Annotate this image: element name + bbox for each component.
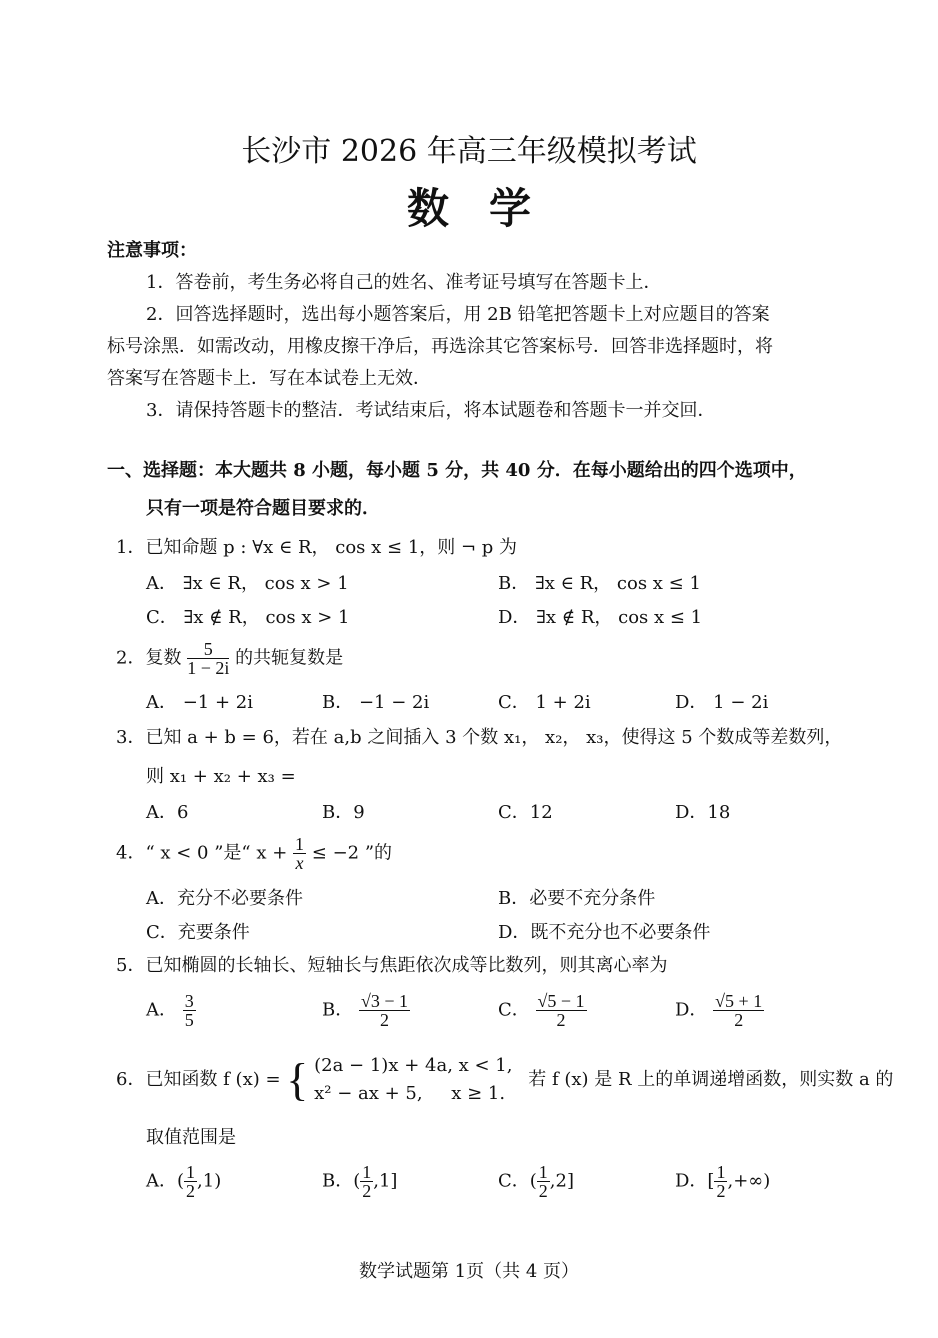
q2-fraction-denominator: 1 − 2i: [187, 658, 230, 678]
q6-option-a-num: 1: [186, 1162, 196, 1182]
q2-option-a: A． −1 + 2i: [146, 692, 253, 713]
q6-option-d-label: D．[: [675, 1170, 715, 1192]
q5-option-b-label: B．: [322, 999, 354, 1021]
q5-option-d-fraction: [713, 992, 764, 1029]
subject-title: 数学: [406, 184, 571, 233]
q6-option-c-tail: ,2]: [549, 1170, 574, 1192]
q6-piecewise: [314, 1052, 512, 1108]
q6-option-a-label: A．(: [146, 1170, 185, 1192]
q6-option-a: [146, 1163, 221, 1200]
q3-option-a: A．6: [146, 802, 189, 823]
q6-option-c-fraction: [537, 1163, 550, 1200]
q2-fraction-numerator: 5: [187, 640, 229, 659]
q1-option-c: C． ∃x ∉ R， cos x > 1: [146, 607, 350, 628]
q6-option-d-den: 2: [716, 1181, 726, 1201]
q5-option-d: [675, 992, 764, 1029]
exam-title: 长沙市 2026 年高三年级模拟考试: [241, 134, 697, 169]
q5-stem: 5．已知椭圆的长轴长、短轴长与焦距依次成等比数列，则其离心率为: [116, 955, 668, 976]
q2-option-c: C． 1 + 2i: [498, 692, 591, 713]
q6-option-b: [322, 1163, 397, 1200]
q6-suffix: 若 f (x) 是 R 上的单调递增函数，则实数 a 的: [528, 1069, 894, 1090]
q5-option-d-num: √5 + 1: [715, 991, 763, 1011]
q6-option-b-tail: ,1]: [373, 1170, 398, 1192]
notice-item-2-line-3: 答案写在答题卡上．写在本试卷上无效．: [107, 368, 431, 389]
q6-option-c: [498, 1163, 574, 1200]
q6-option-d-fraction: [714, 1163, 727, 1200]
q6-option-b-label: B．(: [322, 1170, 361, 1192]
q4-option-d: D．既不充分也不必要条件: [498, 922, 711, 943]
q6-prefix: 6．已知函数 f (x) =: [116, 1069, 281, 1090]
q6-option-d-num: 1: [716, 1162, 726, 1182]
q5-option-c-label: C．: [498, 999, 530, 1021]
q4-option-a: A．充分不必要条件: [146, 888, 303, 909]
q6-option-a-fraction: [184, 1163, 197, 1200]
q5-option-c: [498, 992, 587, 1029]
section-heading-line-2: 只有一项是符合题目要求的．: [146, 498, 380, 519]
q5-option-b-fraction: [359, 992, 410, 1029]
q5-option-b-num: √3 − 1: [360, 991, 408, 1011]
q5-option-a-fraction: [183, 992, 196, 1029]
q6-option-b-num: 1: [362, 1162, 372, 1182]
q1-option-d: D． ∃x ∉ R， cos x ≤ 1: [498, 607, 703, 628]
q4-fraction: [293, 835, 306, 872]
q6-option-a-tail: ,1): [197, 1170, 222, 1192]
q6-option-c-num: 1: [538, 1162, 548, 1182]
notice-item-2-line-2: 标号涂黑．如需改动，用橡皮擦干净后，再选涂其它答案标号．回答非选择题时，将: [107, 336, 773, 357]
q6-case-1: (2a − 1)x + 4a, x < 1,: [314, 1055, 513, 1076]
q6-brace: {: [286, 1054, 309, 1105]
section-heading-line-1: 一、选择题：本大题共 8 小题，每小题 5 分，共 40 分．在每小题给出的四个选项中，: [107, 460, 807, 481]
q5-option-b-den: 2: [379, 1010, 389, 1030]
q6-option-b-fraction: [360, 1163, 373, 1200]
q3-option-c: C．12: [498, 802, 553, 823]
q5-option-a-label: A．: [146, 999, 177, 1021]
q5-option-d-label: D．: [675, 999, 708, 1021]
q2-suffix: 的共轭复数是: [235, 647, 344, 669]
page-footer: 数学试题第 1页（共 4 页）: [358, 1261, 580, 1282]
q5-option-b: [322, 992, 410, 1029]
q4-fraction-denominator: x: [295, 853, 304, 873]
q5-option-c-num: √5 − 1: [537, 991, 585, 1011]
q1-option-a: A． ∃x ∈ R， cos x > 1: [146, 573, 349, 594]
notice-heading: 注意事项：: [107, 240, 197, 261]
q6-option-d-tail: ,+∞): [727, 1170, 771, 1192]
q4-suffix: ≤ −2 ”的: [311, 842, 393, 864]
q6-stem: [116, 1052, 893, 1108]
q6-option-b-den: 2: [362, 1181, 372, 1201]
q3-option-b: B．9: [322, 802, 365, 823]
q4-stem: [116, 835, 392, 872]
q1-stem: 1．已知命题 p : ∀x ∈ R， cos x ≤ 1，则 ¬ p 为: [116, 537, 518, 558]
q5-option-a-num: 3: [184, 991, 194, 1011]
q4-option-c: C．充要条件: [146, 922, 250, 943]
notice-item-2-line-1: 2．回答选择题时，选出每小题答案后，用 2B 铅笔把答题卡上对应题目的答案: [146, 304, 770, 325]
q4-option-b: B．必要不充分条件: [498, 888, 656, 909]
notice-item-1: 1．答卷前，考生务必将自己的姓名、准考证号填写在答题卡上．: [146, 272, 662, 293]
q5-option-a: [146, 992, 196, 1029]
q2-option-d: D． 1 − 2i: [675, 692, 769, 713]
q6-stem-line-2: 取值范围是: [146, 1127, 236, 1148]
q5-option-d-den: 2: [734, 1010, 744, 1030]
q4-prefix: 4．“ x < 0 ”是“ x +: [116, 842, 288, 864]
q3-stem-line-1: 3．已知 a + b = 6，若在 a,b 之间插入 3 个数 x₁， x₂， x₃，使得这 5 个数成等差数列，: [116, 727, 843, 748]
q1-option-b: B． ∃x ∈ R， cos x ≤ 1: [498, 573, 701, 594]
q2-stem: [116, 640, 343, 677]
q2-prefix: 2．复数: [116, 647, 182, 669]
q5-option-a-den: 5: [184, 1010, 194, 1030]
notice-item-3: 3．请保持答题卡的整洁．考试结束后，将本试题卷和答题卡一并交回．: [146, 400, 716, 421]
q2-fraction: [187, 640, 229, 677]
q6-option-d: [675, 1163, 770, 1200]
q4-fraction-numerator: 1: [295, 834, 305, 854]
q3-option-d: D．18: [675, 802, 731, 823]
q5-option-c-fraction: [536, 992, 587, 1029]
q2-option-b: B． −1 − 2i: [322, 692, 430, 713]
q6-case-2: x² − ax + 5, x ≥ 1.: [314, 1083, 506, 1104]
q6-option-a-den: 2: [186, 1181, 196, 1201]
q3-stem-line-2: 则 x₁ + x₂ + x₃ =: [146, 766, 296, 787]
q5-option-c-den: 2: [556, 1010, 566, 1030]
q6-option-c-label: C．(: [498, 1170, 537, 1192]
q6-option-c-den: 2: [538, 1181, 548, 1201]
